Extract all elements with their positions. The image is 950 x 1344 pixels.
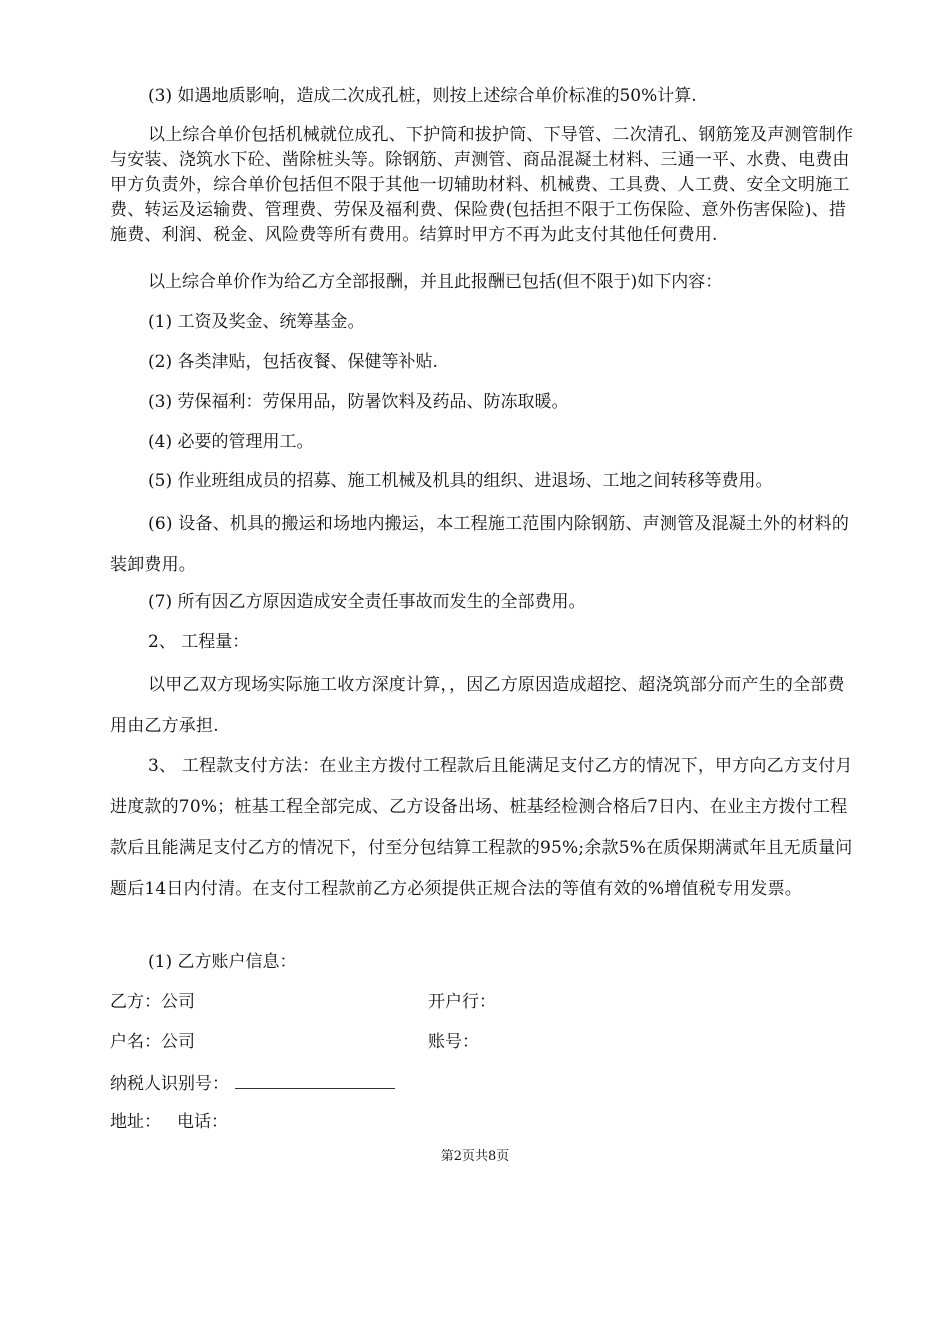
- account-info-heading: (1) 乙方账户信息：: [148, 952, 297, 972]
- page-number-footer: 第2页共8页: [440, 1149, 510, 1164]
- account-number: 账号：: [428, 1032, 479, 1052]
- list-item-3: (3) 劳保福利：劳保用品，防暑饮料及药品、防冻取暖。: [148, 392, 569, 412]
- taxpayer-id-blank: [235, 1070, 395, 1089]
- list-item-2: (2) 各类津贴，包括夜餐、保健等补贴.: [148, 352, 438, 372]
- section-2-heading: 2、 工程量：: [148, 632, 250, 652]
- list-item-7: (7) 所有因乙方原因造成安全责任事故而发生的全部费用。: [148, 592, 586, 612]
- bank-name: 开户行：: [428, 992, 496, 1012]
- party-b-name: 乙方：公司: [110, 992, 195, 1012]
- list-item-6: (6) 设备、机具的搬运和场地内搬运，本工程施工范围内除钢筋、声测管及混凝土外的材料的装卸费用。: [110, 514, 850, 575]
- account-name: 户名：公司: [110, 1032, 195, 1052]
- taxpayer-id-label: 纳税人识别号：: [110, 1074, 229, 1094]
- clause-3-geology: (3) 如遇地质影响，造成二次成孔桩，则按上述综合单价标准的50%计算.: [148, 86, 697, 106]
- list-item-1: (1) 工资及奖金、统筹基金。: [148, 312, 365, 332]
- list-item-4: (4) 必要的管理用工。: [148, 432, 314, 452]
- list-item-5: (5) 作业班组成员的招募、施工机械及机具的组织、进退场、工地之间转移等费用。: [148, 471, 773, 491]
- phone-label: 电话：: [177, 1112, 228, 1132]
- quantity-paragraph: 以甲乙双方现场实际施工收方深度计算，，因乙方原因造成超挖、超浇筑部分而产生的全部费用由乙方承担.: [110, 675, 845, 736]
- payment-method-paragraph: 3、 工程款支付方法：在业主方拨付工程款后且能满足支付乙方的情况下，甲方向乙方支付月进度款的70%；桩基工程全部完成、乙方设备出场、桩基经检测合格后7日内、在业主方拨付工程款后且能满足支付乙方的情况下，付至分包结算工程款的95%;余款5%在质保期满贰年且无质量问题后14日内付清。在支付工程款前乙方必须提供正规合法的等值有效的%增值税专用发票。: [110, 756, 853, 899]
- unit-price-scope-paragraph: 以上综合单价包括机械就位成孔、下护筒和拔护筒、下导管、二次清孔、钢筋笼及声测管制作与安装、浇筑水下砼、凿除桩头等。除钢筋、声测管、商品混凝土材料、三通一平、水费、电费由甲方负责外，综合单价包括但不限于其他一切辅助材料、机械费、工具费、人工费、安全文明施工费、转运及运输费、管理费、劳保及福利费、保险费(包括担不限于工伤保险、意外伤害保险)、措施费、利润、税金、风险费等所有费用。结算时甲方不再为此支付其他任何费用.: [110, 125, 854, 245]
- remuneration-intro: 以上综合单价作为给乙方全部报酬，并且此报酬已包括(但不限于)如下内容：: [148, 272, 723, 292]
- taxpayer-id-row: [110, 1070, 395, 1097]
- address-label: 地址：: [110, 1112, 161, 1132]
